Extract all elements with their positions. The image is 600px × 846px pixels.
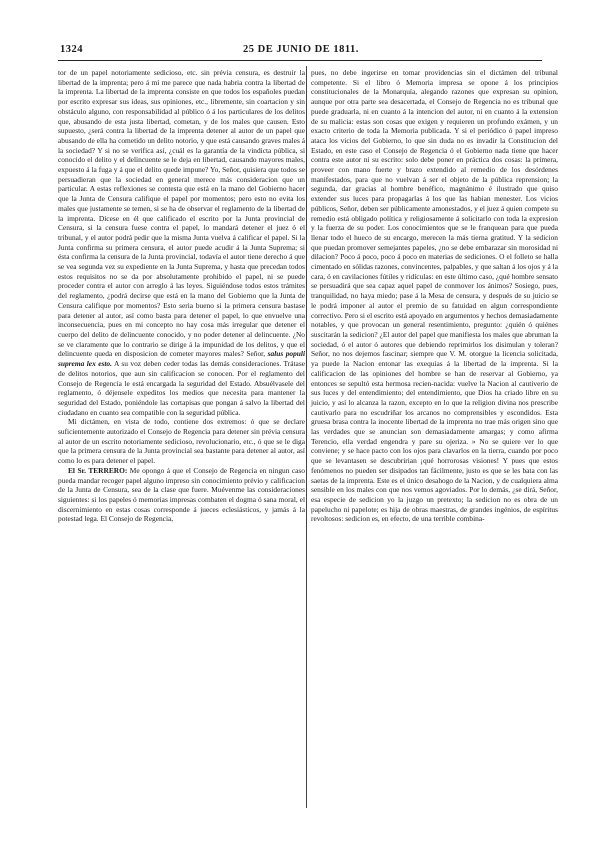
paragraph [58,68,305,417]
speaker-name: El Sr. TERRERO: [68,465,128,475]
left-column [58,68,305,524]
page-header [60,44,542,60]
right-column [311,68,558,524]
paragraph-text: Me opongo á que el Consejo de Regencia en ningun caso pueda mandar recoger papel alguno impreso sin conocimiento prévio y calificacion de la Junta de Censura, sea de la clase que fuere. Muévenme las consideraciones siguientes: si los papeles ó memorias impresas combaten el dogma ó sana moral, el discernimiento en estas cosas corresponde á jueces eclesiásticos, y jamás á la potestad lega. El Consejo de Regencia, [58,465,305,524]
column-divider [306,66,307,808]
latin-phrase: salus populi suprema lex esto. [58,349,305,369]
header-rule [58,60,542,61]
page-number: 1324 [60,44,83,55]
paragraph: Mi dictámen, en vista de todo, contiene dos extremos: ó que se declare suficientemente autorizado el Consejo de Regencia para detener sin prévia censura al autor de un escrito notoriamente sedicioso, revolucionario, etc., ó que se le diga que la primera censura de la Junta provincial sea bastante para detener al autor, así como lo es para detener el papel. [58,417,305,466]
paragraph-text: tor de un papel notoriamente sedicioso, etc. sin prévia censura, es destruir la libertad de la imprenta; pero á mí me parece que nada habria contra la libertad de la imprenta. La libertad de la imprenta consiste en que todos los españoles puedan por escrito expresar sus ideas, sus opiniones, etc., libremente, sin coartacion y sin obstáculo alguno, con responsabilidad al público ó á los particulares de los delitos que, abusando de esta justa libertad, cometan, y de los males que causen. Esto supuesto, ¿será contra la libertad de la imprenta detener al autor de un papel que abusando de ella ha cometido un delito notorio, y que está causando graves males á la sociedad? Y si no se verifica así, ¿cuál es la garantía de la vindicta pública, si conocido el delito y el delincuente se le deja en libertad, causando mayores males, expuesto á la fuga y á que el delito quede impune? Yo, Señor, quisiera que todos se persuadieran que la sociedad en general merece más consideracion que un particular. A estas reflexiones se contesta que está en la mano del Gobierno hacer que la Junta de Censura califique el papel por momentos; pero esto no evita los males que justamente se temen, si se ha de observar el reglamento de la libertad de la imprenta. Dícese en él que calificado el escrito por la Junta provincial de Censura, si la censura fuese contra el papel, lo mandará detener el juez ó el tribunal, y el autor podrá pedir que la misma Junta vuelva á calificar el papel. Si la Junta confirma su primera censura, el autor puede acudir á la Junta Suprema; si ésta confirma la censura de la Junta provincial, todavía el autor tiene derecho á que se vea segunda vez su expediente en la Junta Suprema, y hasta que precedan todos estos requisitos no se da por absolutamente prohibido el papel, ni se puede proceder contra el autor con arreglo á las leyes. Siguiéndose todos estos trámites del reglamento, ¿podrá decirse que está en la mano del Gobierno que la Junta de Censura califique por momentos? Esto seria bueno si la primera censura bastase para detener al autor, así como basta para detener el papel, lo que envuelve una inconsecuencia, pues en mi concepto no hay cosa más irregular que detener el cuerpo del delito de delincuente conocido, y no poder detener al delincuente. ¿No se ve claramente que lo contrario se dirige á la impunidad de los delitos, y que el delincuente queda en disposicion de cometer mayores males? Señor, [58,68,305,359]
paragraph [58,466,305,524]
paragraph: pues, no debe ingerirse en tomar providencias sin el dictámen del tribunal competente. Si el libro ó Memoria impresa se opone á los principios constitucionales de la Monarquía, alegando razones que expresan su opinion, aunque por otra parte sea desacertada, el Consejo de Regencia no es tribunal que puede graduarla, ni en cuanto á la intencion del autor, ni en cuanto á la extension de su malicia: estas son cosas que exigen y requieren un profundo exámen, y un exacto criterio de toda la Memoria publicada. Y si el periódico ó papel impreso ataca los vicios del Gobierno, lo que sin duda no es invadir la Constitucion del Estado, en este caso el Consejo de Regencia ó el Gobierno nada tiene que hacer contra este autor ni su escrito: solo debe poner en práctica dos cosas: la primera, proveer con mano fuerte y brazo extendido al remedio de los desórdenes manifestados, para que no vuelvan á ser el objeto de la pública reprension; la segunda, dar gracias al hombre benéfico, magnánimo é ilustrado que quiso extender sus luces para propagarlas á los que las habian menester. Los vicios públicos, Señor, deben ser públicamente amonestados, y el juez á quien compete su remedio está obligado política y religiosamente á solicitarlo con toda la expresion y la fuerza de su poder. Los conocimientos que se le franquean para que pueda llenar todo el hueco de su encargo, merecen la más tierna gratitud. Y la sedicion que puedan promover semejantes papeles, ¿no se debe embarazar sin morosidad ni dilacion? Poco á poco, poco á poco en materias de sediciones. O el folleto se halla cimentado en sólidas razones, convincentes, palpables, y que saltan á los ojos y á la cara, ó en cavilaciones fútiles y ridículas: en este último caso, ¿qué hombre sensato se persuadirá que sea capaz aquel papel de conmover los ánimos? Sosiego, pues, tranquilidad, no haya miedo; pase á la Mesa de censura, y después de su juicio se le podrá imponer al autor el premio de su fatuidad en algun correspondiente correctivo. Pero si el escrito está apoyado en argumentos y hechos demasiadamente notables, y que provocan un general resentimiento, pregunto: ¿quién ó quiénes suscitarán la sedicion? ¿El autor del papel que manifiesta los males que abruman la sociedad, ó el autor ó autores que debiendo reprimirlos los disimulan y toleran? Señor, no nos dejemos fascinar; siempre que V. M. otorgue la licencia solicitada, ya puede la Nacion entonar las exequias á la libertad de la imprenta. Si la calificacion de las opiniones del hombre se han de reservar al Gobierno, ya entonces se sepultó esta hermosa recien-nacida: vuelve la Nacion al cautiverio de sus luces y del entendimiento; del entendimiento, que Dios ha criado libre en su juicio, y así lo alcanza la razon, excepto en lo que la religion divina nos prescribe cautivarlo para no escudriñar los arcanos no comprensibles y escondidos. Esta gruesa brasa contra la inocente libertad de la imprenta no trae más origen sino que las verdades que se anuncian son demasiadamente amargas; y como afirma Terencio, ella verdad engendra y pare su ojeriza. » No se quiere ver lo que conviene; y se hace pacto con los ojos para clavarlos en la tierra, cuando por poco que se levantasen se descubririan ¡qué horrorosas visiones! Y pues que estos fenómenos no pueden ser disipados tan fácilmente, justo es que se les bata con las saetas de la imprenta. Este es el único desahogo de la Nacion, y de cualquiera alma sensible en los males con que nos vemos agoviados. Por lo demás, ¿se dirá, Señor, esa especie de sedicion yo la juzgo un pretexto; la sedicion no es obra de un papelucho ni papelote; es hija de obras maestras, de grandes ingénios, de espíritus revoltosos: sedicion es, en efecto, de una terrible combina- [311,68,558,524]
header-date: 25 DE JUNIO DE 1811. [243,44,359,55]
paragraph-text: A su voz deben ceder todas las demás consideraciones. Trátase de delitos notorios, que aun sin calificacion se conocen. Por el reglamento del Consejo de Regencia le está encargada la seguridad del Estado. Absuélvasele del reglamento, ó déjensele expeditos los medios que necesita para mantener la seguridad del Estado, poniéndole las cortapisas que pongan á salvo la libertad del ciudadano en cuanto sea compatible con la seguridad pública. [58,359,305,417]
